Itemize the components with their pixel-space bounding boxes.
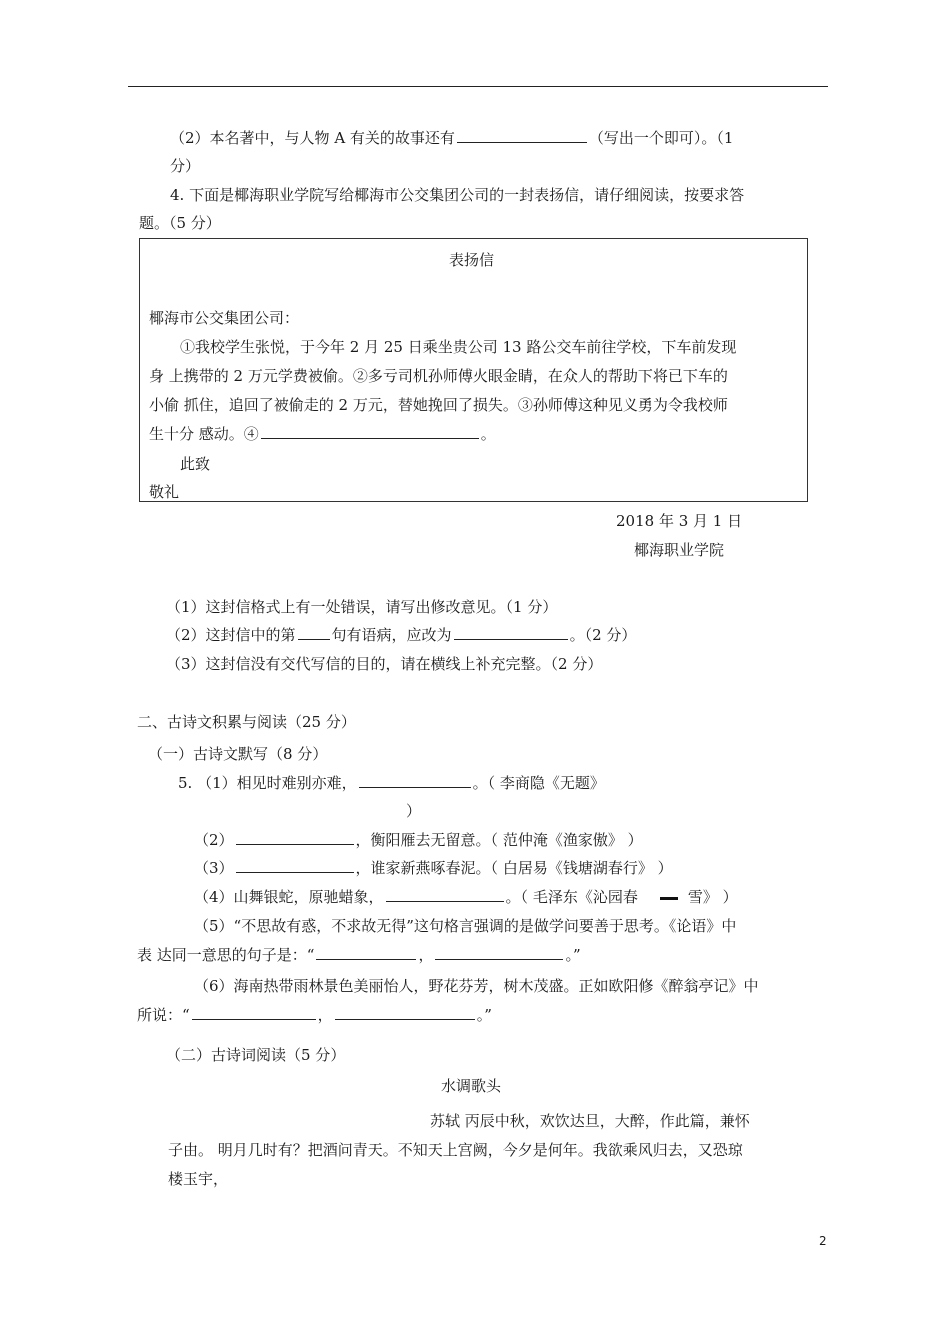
q5-5-line2-mid: ，	[418, 946, 434, 964]
q4-sub-2-b: 句有语病，应改为	[331, 626, 452, 644]
q5-5-line1: （5）“不思故有惑，不求故无得”这句格言强调的是做学问要善于思考。《论语》中	[194, 917, 737, 935]
q4-sub-2-a: （2）这封信中的第	[166, 626, 296, 644]
q3-2-suffix: （写出一个即可）。（1	[588, 129, 734, 147]
q5-6-line1: （6）海南热带雨林景色美丽怡人，野花芬芳，树木茂盛。正如欧阳修《醉翁亭记》中	[194, 977, 759, 995]
q4-sub-2	[166, 625, 636, 645]
letter-body-1: ①我校学生张悦，于今年 2 月 25 日乘坐贵公司 13 路公交车前往学校，下车前发现	[180, 338, 737, 356]
q4-sub-1: （1）这封信格式上有一处错误，请写出修改意见。（1 分）	[166, 598, 558, 616]
letter-title: 表扬信	[449, 251, 495, 269]
section-2-sub-1: （一）古诗文默写（8 分）	[148, 745, 328, 763]
q5-4	[194, 887, 738, 907]
q4-sub-2-blank-1[interactable]	[298, 625, 330, 640]
q5-3-suffix: ，谁家新燕啄春泥。（ 白居易《钱塘湖春行》 ）	[355, 859, 673, 877]
q5-3	[194, 858, 673, 878]
q5-6-blank-1[interactable]	[192, 1005, 316, 1020]
q3-2-blank[interactable]	[457, 128, 587, 143]
letter-closing-2: 敬礼	[149, 483, 180, 501]
q4-sub-2-c: 。（2 分）	[569, 626, 637, 644]
q4-sub-2-blank-2[interactable]	[454, 625, 568, 640]
letter-signature: 椰海职业学院	[634, 541, 725, 559]
q5-2-suffix: ，衡阳雁去无留意。（ 范仲淹《渔家傲》 ）	[355, 831, 643, 849]
letter-body-4-suffix: 。	[480, 425, 496, 443]
q5-1-close: ）	[406, 802, 422, 820]
section-2-heading: 二、古诗文积累与阅读（25 分）	[137, 713, 356, 731]
q5-2	[194, 830, 643, 850]
letter-purpose-blank[interactable]	[261, 424, 479, 439]
q4-line2: 题。（5 分）	[139, 214, 221, 232]
letter-closing-1: 此致	[180, 455, 211, 473]
q5-1-blank[interactable]	[359, 773, 471, 788]
q5-5-line2-suffix: 。”	[565, 946, 581, 964]
poem-line-1: 子由。 明月几时有？把酒问青天。不知天上宫阙，今夕是何年。我欲乘风归去，又恐琼	[168, 1141, 743, 1159]
section-2-sub-2: （二）古诗词阅读（5 分）	[166, 1046, 346, 1064]
q5-4-prefix: （4）山舞银蛇，原驰蜡象，	[194, 888, 384, 906]
letter-salutation: 椰海市公交集团公司：	[149, 309, 300, 327]
letter-body-3: 小偷 抓住，追回了被偷走的 2 万元，替她挽回了损失。③孙师傅这种见义勇为令我校师	[149, 396, 728, 414]
header-rule	[128, 86, 828, 87]
q5-2-prefix: （2）	[194, 831, 234, 849]
q5-5-blank-1[interactable]	[316, 945, 416, 960]
q5-2-blank[interactable]	[236, 830, 354, 845]
q5-3-prefix: （3）	[194, 859, 234, 877]
poem-title: 水调歌头	[441, 1077, 502, 1095]
q4-line1: 4. 下面是椰海职业学院写给椰海市公交集团公司的一封表扬信，请仔细阅读，按要求答	[170, 186, 745, 204]
q5-6-line2-prefix: 所说：“	[137, 1006, 190, 1024]
q5-1-suffix: 。（ 李商隐《无题》	[472, 774, 605, 792]
q5-3-blank[interactable]	[236, 858, 354, 873]
poem-line-2: 楼玉宇，	[168, 1170, 229, 1188]
letter-date: 2018 年 3 月 1 日	[616, 512, 743, 530]
q5-4-mid: 。（ 毛泽东《沁园春	[505, 888, 638, 906]
letter-body-2: 身 上携带的 2 万元学费被偷。②多亏司机孙师傅火眼金睛，在众人的帮助下将已下车的	[149, 367, 728, 385]
q5-6-blank-2[interactable]	[335, 1005, 475, 1020]
q5-6-line2	[137, 1005, 492, 1025]
q5-5-blank-2[interactable]	[435, 945, 563, 960]
q5-4-blank[interactable]	[386, 887, 504, 902]
q5-1-prefix: 5. （1）相见时难别亦难，	[178, 774, 357, 792]
q5-5-line2-prefix: 表 达同一意思的句子是：“	[137, 946, 315, 964]
q3-2-cont: 分）	[170, 157, 201, 175]
q5-6-line2-mid: ，	[317, 1006, 333, 1024]
q5-5-line2	[137, 945, 581, 965]
page-number: 2	[819, 1234, 827, 1248]
poem-intro: 苏轼 丙辰中秋，欢饮达旦，大醉，作此篇，兼怀	[430, 1112, 750, 1130]
q3-2-line	[170, 128, 733, 148]
q5-4-dash	[660, 897, 678, 900]
q5-1	[178, 773, 605, 793]
q4-sub-3: （3）这封信没有交代写信的目的，请在横线上补充完整。（2 分）	[166, 655, 603, 673]
q5-6-line2-suffix: 。”	[476, 1006, 492, 1024]
letter-body-4	[149, 424, 496, 444]
q5-4-end: 雪》 ）	[687, 888, 738, 906]
q3-2-prefix: （2）本名著中，与人物 A 有关的故事还有	[170, 129, 455, 147]
letter-body-4-prefix: 生十分 感动。④	[149, 425, 259, 443]
